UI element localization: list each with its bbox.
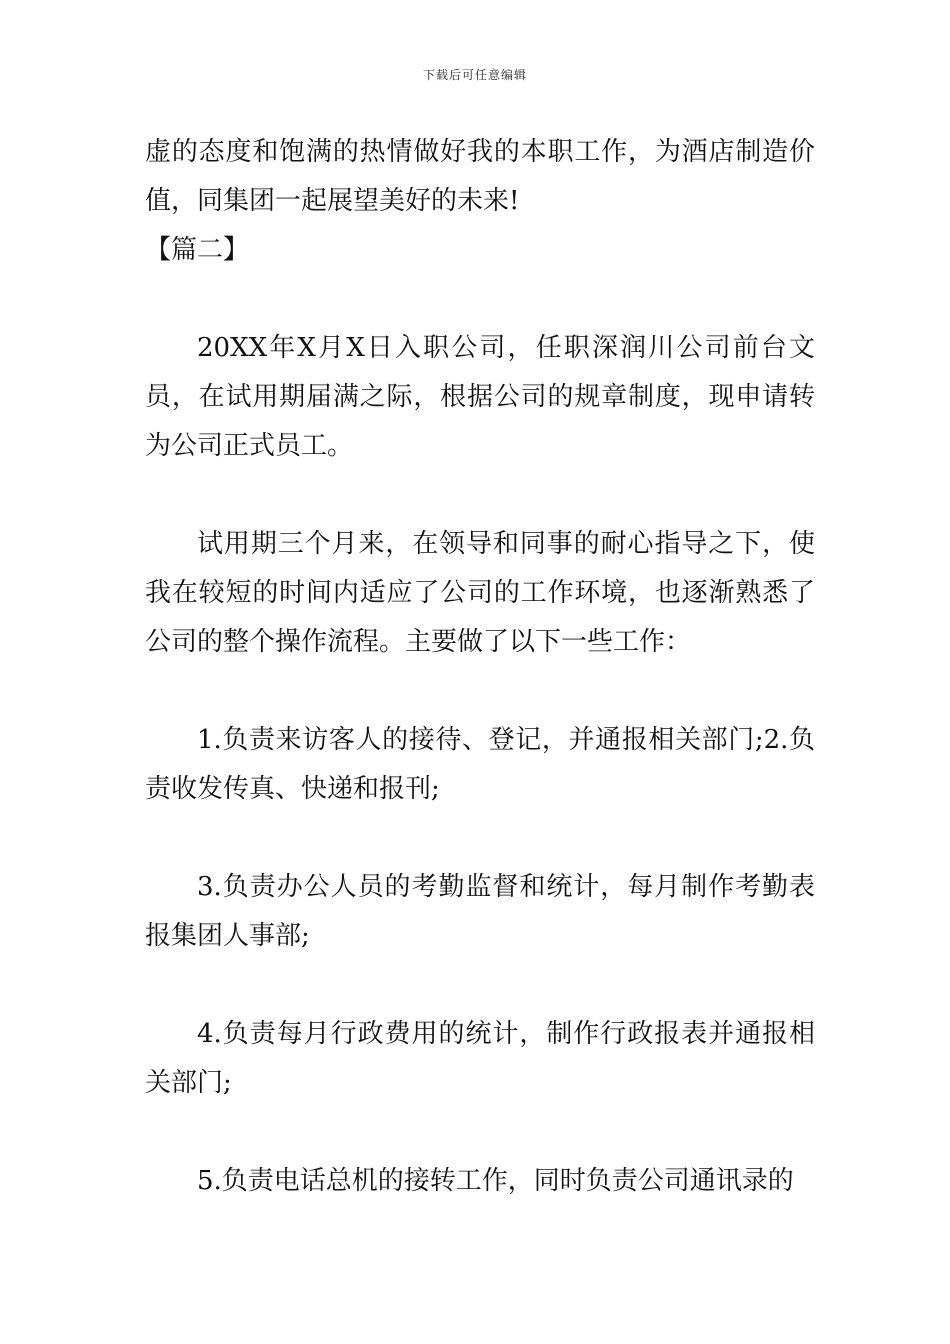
paragraph-intro: 20XX年X月X日入职公司，任职深润川公司前台文员，在试用期届满之际，根据公司的规章制度，现申请转为公司正式员工。 [145, 333, 815, 461]
paragraph-continuation: 虚的态度和饱满的热情做好我的本职工作，为酒店制造价值，同集团一起展望美好的未来! [145, 137, 815, 216]
list-item-1-2: 1.负责来访客人的接待、登记，并通报相关部门;2.负责收发传真、快递和报刊; [145, 725, 815, 804]
list-item-5: 5.负责电话总机的接转工作，同时负责公司通讯录的 [197, 1166, 794, 1196]
section-heading: 【篇二】 [145, 235, 250, 265]
paragraph-summary: 试用期三个月来，在领导和同事的耐心指导之下，使我在较短的时间内适应了公司的工作环境，也逐渐熟悉了公司的整个操作流程。主要做了以下一些工作： [145, 529, 815, 657]
list-item-3: 3.负责办公人员的考勤监督和统计，每月制作考勤表报集团人事部; [145, 872, 815, 951]
document-body [145, 128, 815, 1206]
page-header: 下载后可任意编辑 [422, 68, 527, 82]
list-item-4: 4.负责每月行政费用的统计，制作行政报表并通报相关部门; [145, 1019, 815, 1098]
